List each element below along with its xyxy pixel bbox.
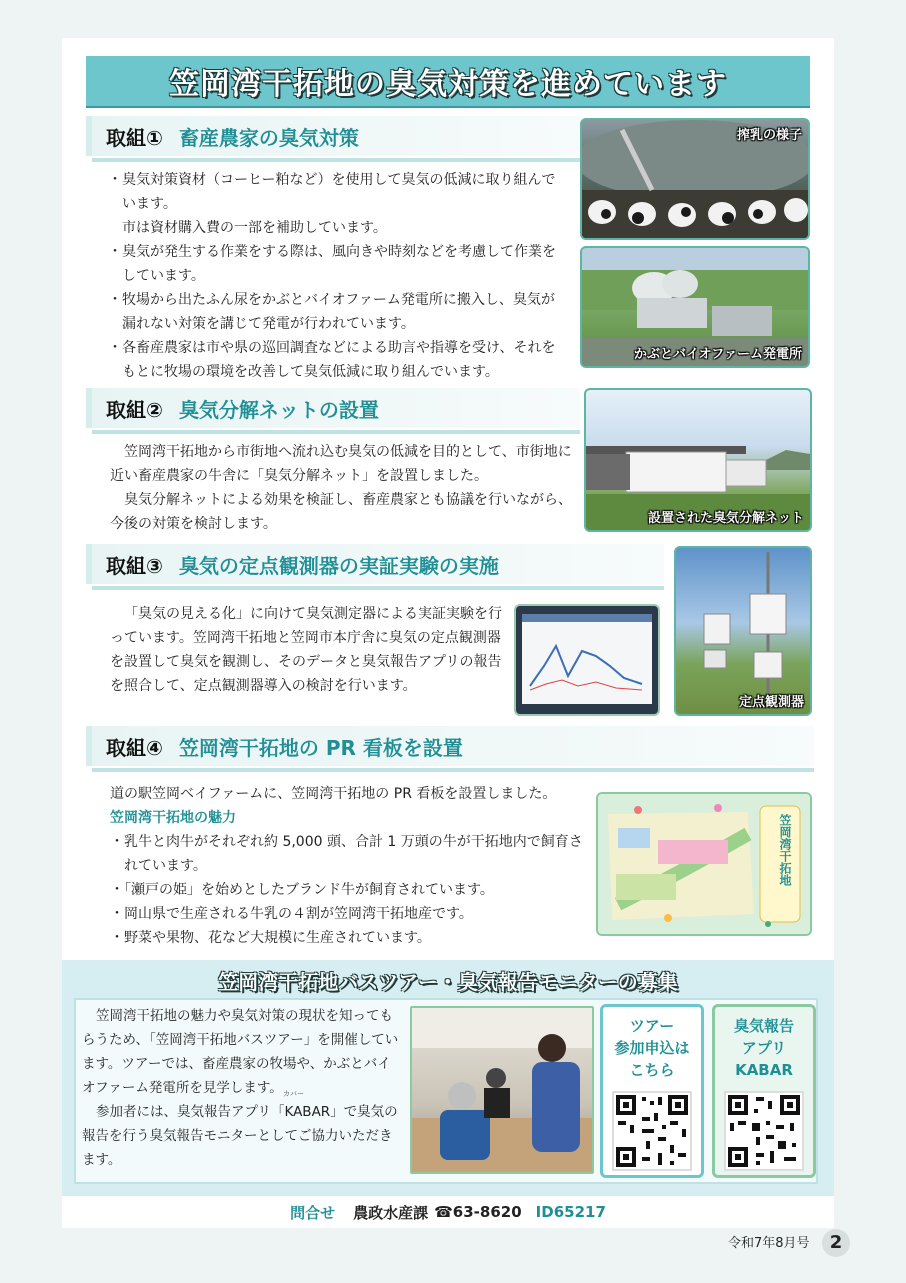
section-1-bullet: ・各畜産農家は市や県の巡回調査などによる助言や指導を受け、それをもとに牧場の環境を改善して臭気低減に取り組んでいます。	[108, 340, 556, 380]
section-4-title: 笠岡湾干拓地の PR 看板を設置	[178, 735, 463, 760]
section-3-underline	[92, 586, 664, 590]
monitor-screen-photo	[514, 604, 660, 716]
section-2-title: 臭気分解ネットの設置	[178, 397, 379, 422]
kabar-qr-label-1: 臭気報告	[733, 1017, 794, 1035]
contact-department: 農政水産課	[353, 1203, 429, 1222]
section-2-header	[86, 388, 580, 428]
section-2-number: 取組②	[106, 397, 163, 422]
section-4-underline	[92, 768, 814, 772]
signboard-title: 笠岡湾干拓地	[778, 814, 792, 886]
section-4-bullet: ・岡山県で生産される牛乳の４割が笠岡湾干拓地産です。	[110, 906, 473, 922]
contact-phone[interactable]: ☎63-8620	[434, 1203, 522, 1221]
section-1-body	[108, 168, 556, 384]
qr-pattern	[726, 1093, 802, 1169]
pr-signboard-map	[596, 792, 812, 936]
section-1-bullet: ・臭気が発生する作業をする際は、風向きや時刻などを考慮して作業をしています。	[108, 244, 556, 284]
power-plant-photo	[580, 246, 810, 368]
tour-qr-box[interactable]	[600, 1004, 704, 1178]
kabar-qr-box[interactable]	[712, 1004, 816, 1178]
section-3-body	[110, 602, 504, 698]
section-1-title: 畜産農家の臭気対策	[178, 125, 359, 150]
kabar-ruby: カバー	[283, 1090, 304, 1098]
tour-illustration	[412, 1008, 592, 1172]
tour-paragraph: 参加者には、臭気報告アプリ「KABAR」で臭気の報告を行う臭気報告モニターとしてご協力いただきます。	[82, 1104, 398, 1168]
section-1-underline	[92, 158, 580, 162]
qr-pattern	[614, 1093, 690, 1169]
section-3-header	[86, 544, 664, 584]
section-1-number: 取組①	[106, 125, 163, 150]
tour-qr-label-3: こちら	[629, 1061, 675, 1079]
sensor-illustration	[676, 548, 810, 714]
section-4-bullet: ・「瀬戸の姫」を始めとしたブランド牛が飼育されています。	[110, 882, 494, 898]
section-4-intro: 道の駅笠岡ベイファームに、笠岡湾干拓地の PR 看板を設置しました。	[110, 786, 557, 802]
odor-net-photo	[584, 388, 812, 532]
section-1-bullet: ・臭気対策資材（コーヒー粕など）を使用して臭気の低減に取り組んでいます。	[108, 172, 556, 212]
section-3-paragraph: 「臭気の見える化」に向けて臭気測定器による実証実験を行っています。笠岡湾干拓地と笠岡市本庁舎に臭気の定点観測器を設置して臭気を観測し、そのデータと臭気報告アプリの報告を照合して、定点観測器導入の検討を行います。	[110, 606, 502, 694]
tour-paragraph: 笠岡湾干拓地の魅力や臭気対策の現状を知ってもらうため、「笠岡湾干拓地バスツアー」を開催しています。ツアーでは、畜産農家の牧場や、かぶとバイオファーム発電所を見学します。	[82, 1008, 399, 1096]
section-1-header	[86, 116, 580, 156]
odor-net-photo-caption: 設置された臭気分解ネット	[647, 511, 804, 526]
tour-qr-code[interactable]	[612, 1091, 692, 1171]
section-3-title: 臭気の定点観測器の実証実験の実施	[178, 553, 499, 578]
section-2-paragraph: 臭気分解ネットによる効果を検証し、畜産農家とも協議を行いながら、今後の対策を検討します。	[110, 492, 572, 532]
milking-photo	[580, 118, 810, 240]
section-4-subhead: 笠岡湾干拓地の魅力	[110, 810, 236, 826]
section-2-underline	[92, 430, 580, 434]
section-4-body	[110, 782, 590, 950]
sensor-photo-caption: 定点観測器	[738, 695, 804, 710]
monitor-graph-illustration	[516, 606, 658, 714]
contact-id: ID65217	[535, 1203, 606, 1221]
milking-photo-caption: 搾乳の様子	[736, 128, 802, 143]
section-2-body	[110, 440, 576, 536]
tour-photo	[410, 1006, 594, 1174]
page-title: 笠岡湾干拓地の臭気対策を進めています	[169, 67, 727, 102]
tour-qr-label-1: ツアー	[629, 1017, 675, 1035]
section-4-bullet: ・野菜や果物、花など大規模に生産されています。	[110, 930, 431, 946]
section-3-number: 取組③	[106, 553, 163, 578]
section-4-number: 取組④	[106, 735, 163, 760]
section-4-bullet: ・乳牛と肉牛がそれぞれ約 5,000 頭、合計 1 万頭の牛が干拓地内で飼育されています。	[110, 834, 583, 874]
section-4-header	[86, 726, 814, 766]
section-2-paragraph: 笠岡湾干拓地から市街地へ流れ込む臭気の低減を目的として、市街地に近い畜産農家の牛舎に「臭気分解ネット」を設置しました。	[110, 444, 572, 484]
sensor-photo	[674, 546, 812, 716]
tour-qr-label-2: 参加申込は	[614, 1039, 690, 1057]
contact-label: 問合せ	[290, 1203, 336, 1222]
section-1-bullet: ・牧場から出たふん尿をかぶとバイオファーム発電所に搬入し、臭気が漏れない対策を講じて発電が行われています。	[108, 292, 555, 332]
contact-footer	[62, 1196, 834, 1228]
tour-body	[82, 1004, 402, 1172]
kabar-qr-label-2: アプリ	[741, 1039, 787, 1057]
section-1-note: 市は資材購入費の一部を補助しています。	[122, 220, 387, 236]
power-plant-photo-caption: かぶとバイオファーム発電所	[634, 347, 802, 362]
tour-title: 笠岡湾干拓地バスツアー・臭気報告モニターの募集	[218, 970, 678, 994]
page-title-bar	[86, 56, 810, 108]
kabar-qr-code[interactable]	[724, 1091, 804, 1171]
page-number: 2	[822, 1229, 850, 1257]
issue-label: 令和7年8月号	[728, 1236, 810, 1251]
kabar-qr-label-3: KABAR	[735, 1061, 793, 1079]
